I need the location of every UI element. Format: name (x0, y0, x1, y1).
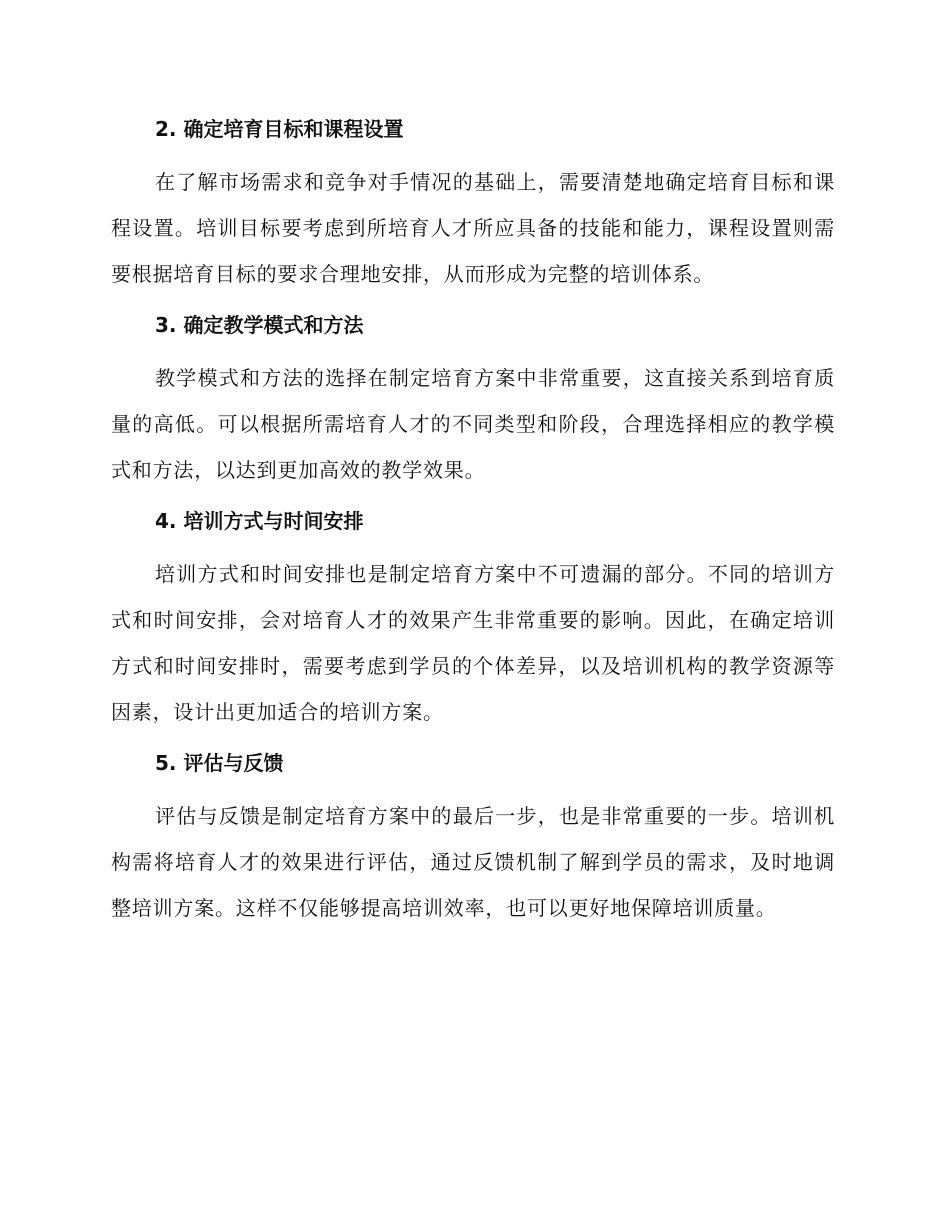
section-5 (111, 746, 835, 931)
section-heading: 4. 培训方式与时间安排 (155, 509, 364, 533)
section-2 (111, 112, 835, 297)
section-paragraph: 培训方式和时间安排也是制定培育方案中不可遗漏的部分。不同的培训方式和时间安排，会对培育人才的效果产生非常重要的影响。因此，在确定培训方式和时间安排时，需要考虑到学员的个体差异，以及培训机构的教学资源等因素，设计出更加适合的培训方案。 (111, 562, 835, 724)
section-paragraph: 教学模式和方法的选择在制定培育方案中非常重要，这直接关系到培育质量的高低。可以根据所需培育人才的不同类型和阶段，合理选择相应的教学模式和方法，以达到更加高效的教学效果。 (111, 366, 835, 482)
section-heading: 3. 确定教学模式和方法 (155, 313, 364, 337)
section-heading: 5. 评估与反馈 (155, 751, 284, 775)
section-paragraph: 在了解市场需求和竞争对手情况的基础上，需要清楚地确定培育目标和课程设置。培训目标要考虑到所培育人才所应具备的技能和能力，课程设置则需要根据培育目标的要求合理地安排，从而形成为完整的培训体系。 (111, 170, 835, 286)
section-4 (111, 504, 835, 735)
document-body (111, 112, 835, 942)
section-paragraph: 评估与反馈是制定培育方案中的最后一步，也是非常重要的一步。培训机构需将培育人才的效果进行评估，通过反馈机制了解到学员的需求，及时地调整培训方案。这样不仅能够提高培训效率，也可以更好地保障培训质量。 (111, 804, 835, 920)
section-heading: 2. 确定培育目标和课程设置 (155, 117, 404, 141)
section-3 (111, 308, 835, 493)
